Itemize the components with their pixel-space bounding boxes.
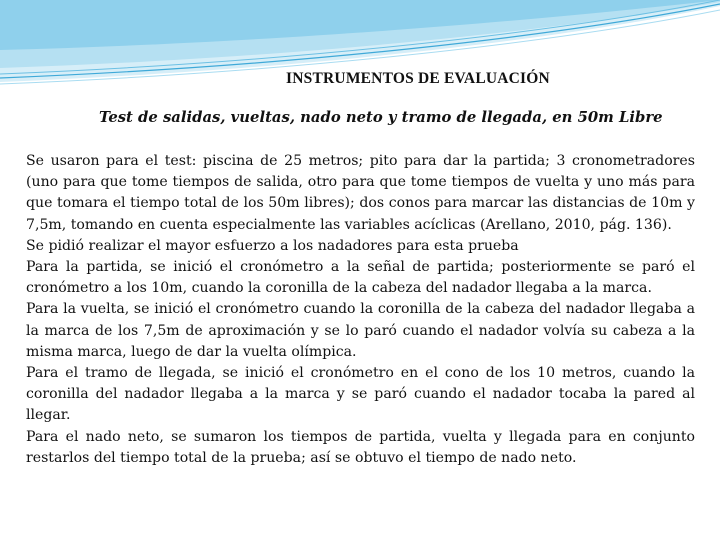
paragraph-effort: Se pidió realizar el mayor esfuerzo a los nadadores para esta prueba — [26, 237, 519, 254]
page-title: INSTRUMENTOS DE EVALUACIÓN — [286, 70, 550, 87]
paragraph-start: Para la partida, se inició el cronómetro a la señal de partida; posteriormente se paró el cronómetro a los 10m, cuando la coronilla de la cabeza del nadador llegaba a la marca. — [26, 259, 695, 297]
paragraph-finish: Para el tramo de llegada, se inició el cronómetro en el cono de los 10 metros, cuando la coronilla del nadador llegaba a la marca y se paró cuando el nadador tocaba la pared al llegar. — [26, 365, 695, 424]
paragraph-materials: Se usaron para el test: piscina de 25 metros; pito para dar la partida; 3 cronometradores (uno para que tome tiempos de salida, otro para que tome tiempos de vuelta y uno más para que tomara el tiempo total de los 50m libres); dos conos para marcar las distancias de 10m y 7,5m, tomando en cuenta especialmente las variables acíclicas (Arellano, 2010, pág. 136). — [26, 153, 695, 233]
paragraph-turn: Para la vuelta, se inició el cronómetro cuando la coronilla de la cabeza del nadador llegaba a la marca de los 7,5m de aproximación y se lo paró cuando el nadador volvía su cabeza a la misma marca, luego de dar la vuelta olímpica. — [26, 301, 695, 360]
page-subtitle: Test de salidas, vueltas, nado neto y tramo de llegada, en 50m Libre — [99, 109, 663, 126]
paragraph-net-swim: Para el nado neto, se sumaron los tiempos de partida, vuelta y llegada para en conjunto restarlos del tiempo total de la prueba; así se obtuvo el tiempo de nado neto. — [26, 428, 695, 466]
body-text — [26, 151, 695, 469]
